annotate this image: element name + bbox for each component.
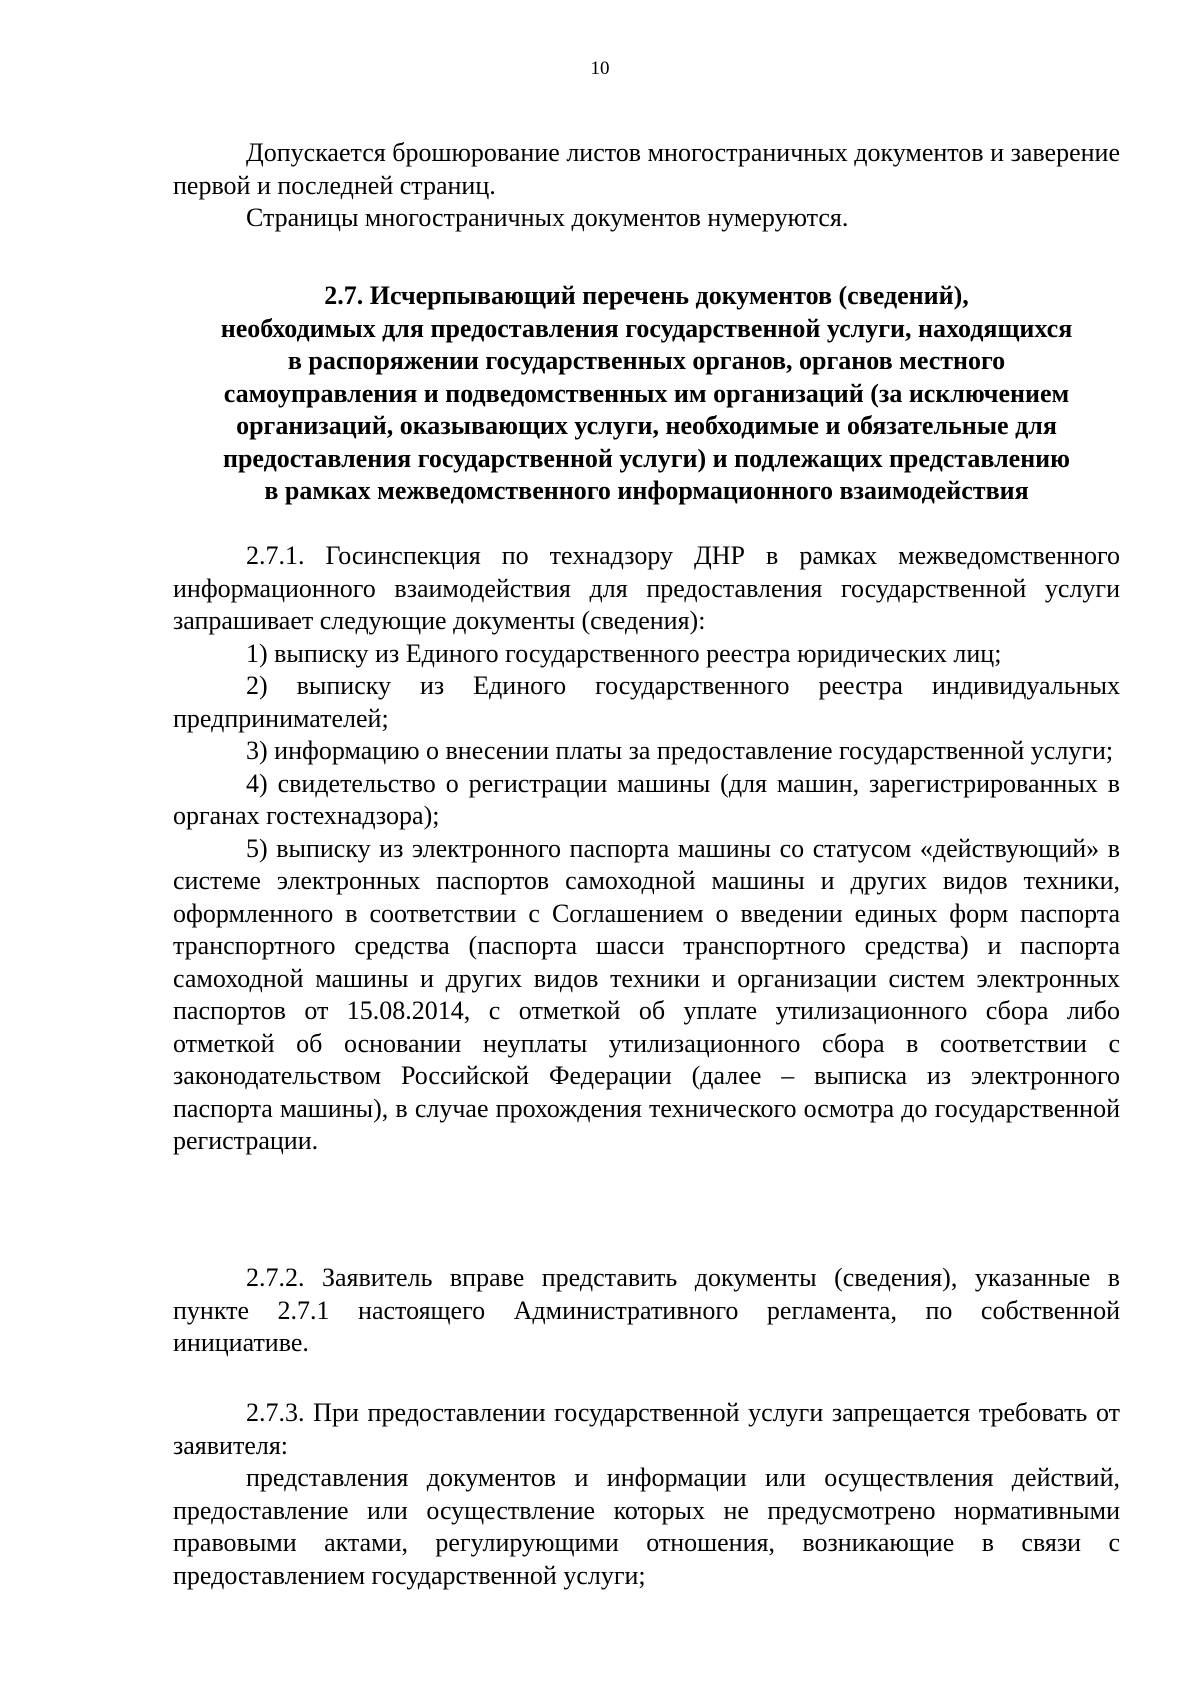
intro-paragraph-1: Допускается брошюрование листов многостраничных документов и заверение первой и последней страниц. — [173, 138, 1120, 200]
section-2-7-2 — [173, 1262, 1120, 1360]
heading-line: предоставления государственной услуги) и подлежащих представлению — [222, 443, 1071, 473]
section-2-7-3 — [173, 1397, 1120, 1592]
list-item: 2) выписку из Единого государственного реестра индивидуальных предпринимателей; — [173, 671, 1120, 733]
heading-line: в рамках межведомственного информационного взаимодействия — [264, 476, 1029, 505]
list-item: 1) выписку из Единого государственного реестра юридических лиц; — [246, 638, 1002, 668]
section-2-7-3-paragraph-1: представления документов и информации или осуществления действий, предоставление или осуществление которых не предусмотрено нормативными правовыми актами, регулирующими отношения, возникающие в связи с предоставлением государственной услуги; — [173, 1463, 1120, 1590]
section-2-7-1 — [173, 540, 1120, 1158]
intro-paragraph-2: Страницы многостраничных документов нумеруются. — [246, 203, 849, 232]
section-2-7-3-intro: 2.7.3. При предоставлении государственной услуги запрещается требовать от заявителя: — [173, 1398, 1120, 1460]
heading-line: самоуправления и подведомственных им организаций (за исключением — [223, 378, 1070, 408]
section-2-7-1-intro: 2.7.1. Госинспекция по технадзору ДНР в рамках межведомственного информационного взаимодействия для предоставления государственной услуги запрашивает следующие документы (сведения): — [173, 541, 1120, 635]
heading-line: необходимых для предоставления государственной услуги, находящихся — [220, 313, 1073, 343]
intro-block — [173, 137, 1120, 235]
page-number: 10 — [590, 58, 610, 79]
heading-line: организаций, оказывающих услуги, необходимые и обязательные для — [236, 411, 1057, 440]
heading-line: 2.7. Исчерпывающий перечень документов (сведений), — [324, 281, 969, 310]
list-item: 5) выписку из электронного паспорта машины со статусом «действующий» в системе электронных паспортов самоходной машины и других видов техники, оформленного в соответствии с Соглашением о введении единых форм паспорта транспортного средства (паспорта шасси транспортного средства) и паспорта самоходной машины и других видов техники и организации систем электронных паспортов от 15.08.2014, с отметкой об уплате утилизационного сбора либо отметкой об основании неуплаты утилизационного сбора в соответствии с законодательством Российской Федерации (далее – выписка из электронного паспорта машины), в случае прохождения технического осмотра до государственной регистрации. — [173, 833, 1120, 1155]
list-item: 3) информацию о внесении платы за предоставление государственной услуги; — [246, 736, 1114, 765]
heading-line: в распоряжении государственных органов, органов местного — [287, 346, 1006, 375]
list-item: 4) свидетельство о регистрации машины (для машин, зарегистрированных в органах гостехнадзора); — [173, 768, 1120, 830]
section-2-7-2-text: 2.7.2. Заявитель вправе представить документы (сведения), указанные в пункте 2.7.1 настоящего Административного регламента, по собственной инициативе. — [173, 1263, 1120, 1357]
section-heading-2-7 — [173, 280, 1120, 508]
